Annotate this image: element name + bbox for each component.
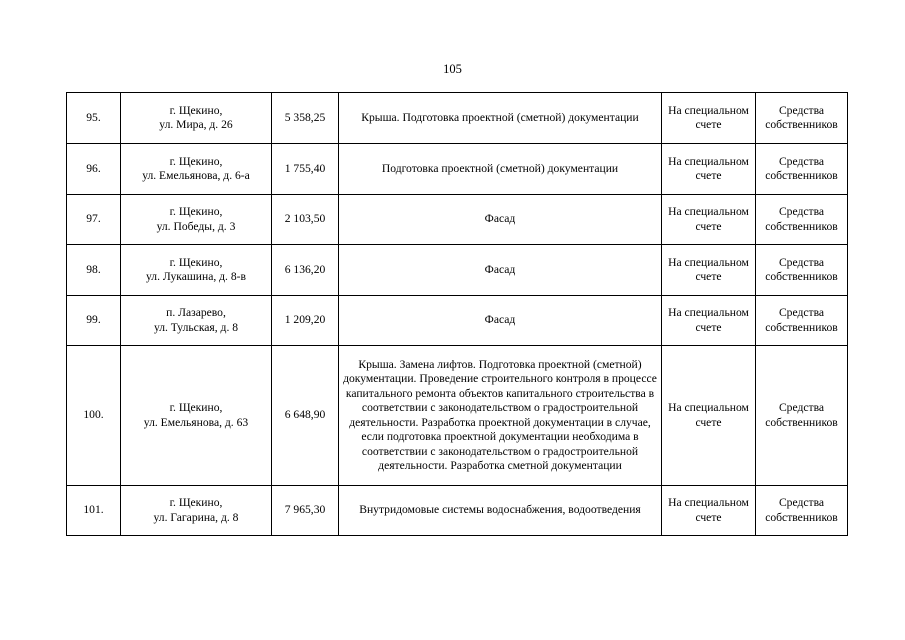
address-city: г. Щекино, <box>169 496 223 509</box>
work-type-cell: Фасад <box>339 245 662 296</box>
address-street: ул. Емельянова, д. 6-а <box>142 169 250 182</box>
account-cell: На специальном счете <box>662 195 756 245</box>
address-city: г. Щекино, <box>169 103 223 117</box>
address-cell <box>121 346 272 486</box>
row-number: 95. <box>67 93 121 144</box>
funding-source-cell: Средства собственников <box>756 346 848 486</box>
table-row <box>67 245 848 296</box>
address-city: п. Лазарево, <box>166 306 226 319</box>
work-type-cell: Подготовка проектной (сметной) документации <box>339 144 662 195</box>
address-city: г. Щекино, <box>169 255 223 269</box>
area-cell: 1 755,40 <box>272 144 339 195</box>
table-row <box>67 144 848 195</box>
address-city: г. Щекино, <box>169 154 223 168</box>
work-type-cell: Фасад <box>339 296 662 346</box>
funding-source-cell: Средства собственников <box>756 144 848 195</box>
address-city: г. Щекино, <box>169 205 223 218</box>
area-cell: 5 358,25 <box>272 93 339 144</box>
funding-source-cell: Средства собственников <box>756 93 848 144</box>
table-row <box>67 296 848 346</box>
area-cell: 7 965,30 <box>272 486 339 536</box>
row-number: 99. <box>67 296 121 346</box>
work-type-cell: Фасад <box>339 195 662 245</box>
funding-source-cell: Средства собственников <box>756 245 848 296</box>
work-type-cell: Внутридомовые системы водоснабжения, водоотведения <box>339 486 662 536</box>
row-number: 97. <box>67 195 121 245</box>
table-row <box>67 486 848 536</box>
address-cell <box>121 245 272 296</box>
funding-source-cell: Средства собственников <box>756 486 848 536</box>
address-cell <box>121 144 272 195</box>
address-cell <box>121 195 272 245</box>
row-number: 101. <box>67 486 121 536</box>
area-cell: 6 648,90 <box>272 346 339 486</box>
row-number: 96. <box>67 144 121 195</box>
account-cell: На специальном счете <box>662 346 756 486</box>
account-cell: На специальном счете <box>662 296 756 346</box>
address-street: ул. Гагарина, д. 8 <box>153 510 239 524</box>
account-cell: На специальном счете <box>662 144 756 195</box>
address-cell <box>121 296 272 346</box>
account-cell: На специальном счете <box>662 93 756 144</box>
address-street: ул. Лукашина, д. 8-в <box>146 270 246 283</box>
work-type-cell: Крыша. Подготовка проектной (сметной) документации <box>339 93 662 144</box>
account-cell: На специальном счете <box>662 245 756 296</box>
address-street: ул. Мира, д. 26 <box>159 118 233 131</box>
table-row <box>67 93 848 144</box>
table-row <box>67 195 848 245</box>
address-street: ул. Победы, д. 3 <box>156 219 236 233</box>
area-cell: 6 136,20 <box>272 245 339 296</box>
repair-program-table <box>66 92 848 536</box>
table-row <box>67 346 848 486</box>
address-street: ул. Емельянова, д. 63 <box>143 415 249 429</box>
page-number: 105 <box>443 62 462 76</box>
row-number: 98. <box>67 245 121 296</box>
work-type-cell: Крыша. Замена лифтов. Подготовка проектной (сметной) документации. Проведение строительного контроля в процессе капитального ремонта объектов капитального строительства в соответствии с законодательством о градостроительной деятельности. Разработка проектной документации в случае, если подготовка проектной документации необходима в соответствии с законодательством о градостроительной деятельности. Разработка сметной документации <box>339 346 662 486</box>
address-cell <box>121 486 272 536</box>
area-cell: 1 209,20 <box>272 296 339 346</box>
account-cell: На специальном счете <box>662 486 756 536</box>
funding-source-cell: Средства собственников <box>756 296 848 346</box>
area-cell: 2 103,50 <box>272 195 339 245</box>
row-number: 100. <box>67 346 121 486</box>
address-city: г. Щекино, <box>169 401 223 414</box>
address-street: ул. Тульская, д. 8 <box>153 320 239 334</box>
funding-source-cell: Средства собственников <box>756 195 848 245</box>
address-cell <box>121 93 272 144</box>
